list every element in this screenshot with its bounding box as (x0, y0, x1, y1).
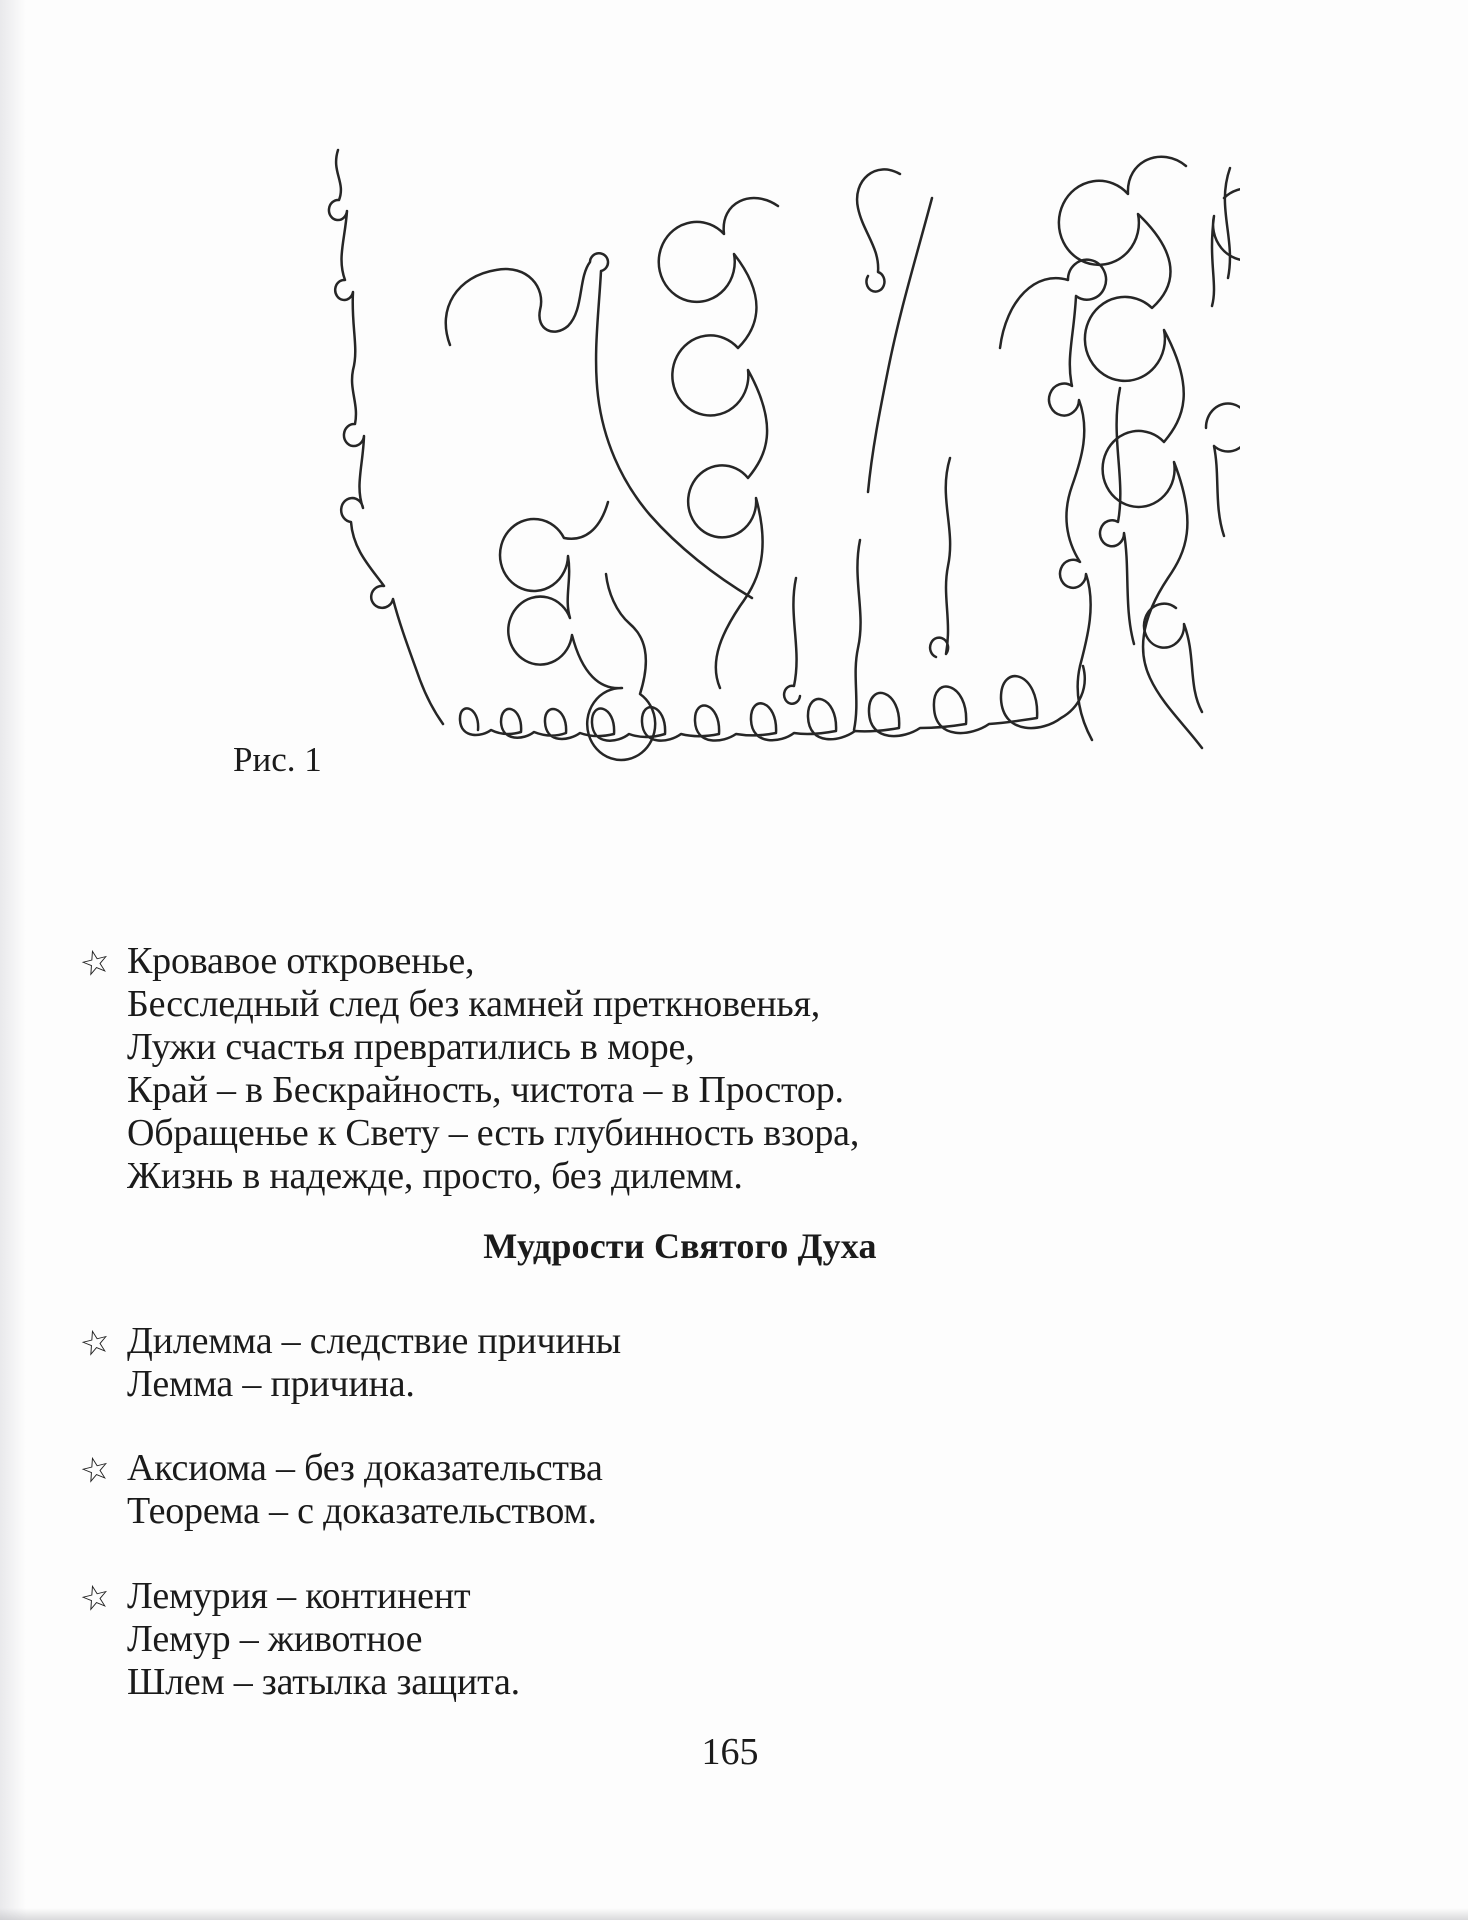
figure-caption: Рис. 1 (233, 740, 322, 779)
aphorism-lines (127, 1320, 621, 1406)
star-bullet: ☆ (76, 941, 115, 986)
squiggle-stroke-right-chain (1059, 157, 1202, 748)
poem-line: Край – в Бескрайность, чистота – в Простор. (127, 1069, 844, 1111)
star-bullet: ☆ (76, 1448, 115, 1493)
poem-line: Бесследный след без камней преткновенья, (127, 983, 821, 1025)
figure (300, 140, 1240, 880)
aphorism-block (76, 1320, 622, 1406)
aphorism-line: Лемма – причина. (127, 1363, 415, 1405)
aphorism-block (76, 1575, 520, 1704)
poem-lines (127, 940, 859, 1198)
scan-edge-left (0, 0, 26, 1920)
squiggle-stroke-arch (1000, 260, 1106, 740)
squiggle-stroke-descender-b (930, 458, 950, 657)
squiggle-stroke-right-edge (1225, 168, 1230, 278)
page-number: 165 (701, 1731, 759, 1773)
aphorism-block (76, 1447, 603, 1533)
squiggle-stroke-right-loop-low (1144, 604, 1202, 712)
squiggle-stroke-descender-a (1100, 388, 1134, 644)
aphorism-lines (127, 1575, 520, 1704)
squiggle-stroke-bottom-loop-row (460, 666, 1085, 741)
squiggle-stroke-center-chain (659, 198, 778, 688)
aphorism-line: Лемур – животное (127, 1618, 423, 1660)
squiggle-stroke-left-strand (329, 150, 443, 724)
aphorism-line: Шлем – затылка защита. (127, 1661, 520, 1703)
aphorism-line: Лемурия – континент (127, 1575, 471, 1617)
squiggle-stroke-loop-cluster (500, 502, 655, 760)
squiggle-stroke-hook (857, 169, 900, 291)
aphorism-lines (127, 1447, 603, 1533)
poem-block (76, 940, 860, 1198)
aphorism-line: Теорема – с доказательством. (127, 1490, 597, 1532)
poem-line: Кровавое откровенье, (127, 940, 475, 982)
poem-line: Лужи счастья превратились в море, (127, 1026, 695, 1068)
squiggle-stroke-diagonal (868, 198, 932, 492)
aphorism-line: Аксиома – без доказательства (127, 1447, 603, 1489)
poem-line: Жизнь в надежде, просто, без дилемм. (127, 1155, 743, 1197)
figure-drawing (300, 140, 1240, 880)
squiggle-stroke-descender-d (854, 540, 861, 730)
squiggle-stroke-descender-c (784, 578, 800, 704)
section-heading: Мудрости Святого Духа (483, 1226, 877, 1266)
squiggle-stroke-right-loop-mid (1206, 403, 1240, 536)
star-bullet: ☆ (76, 1321, 115, 1366)
poem-line: Обращенье к Свету – есть глубинность взора, (127, 1112, 860, 1154)
aphorism-line: Дилемма – следствие причины (127, 1320, 622, 1362)
squiggle-stroke-valley (446, 253, 752, 598)
star-bullet: ☆ (76, 1576, 115, 1621)
scan-edge-bottom (0, 1908, 1468, 1920)
